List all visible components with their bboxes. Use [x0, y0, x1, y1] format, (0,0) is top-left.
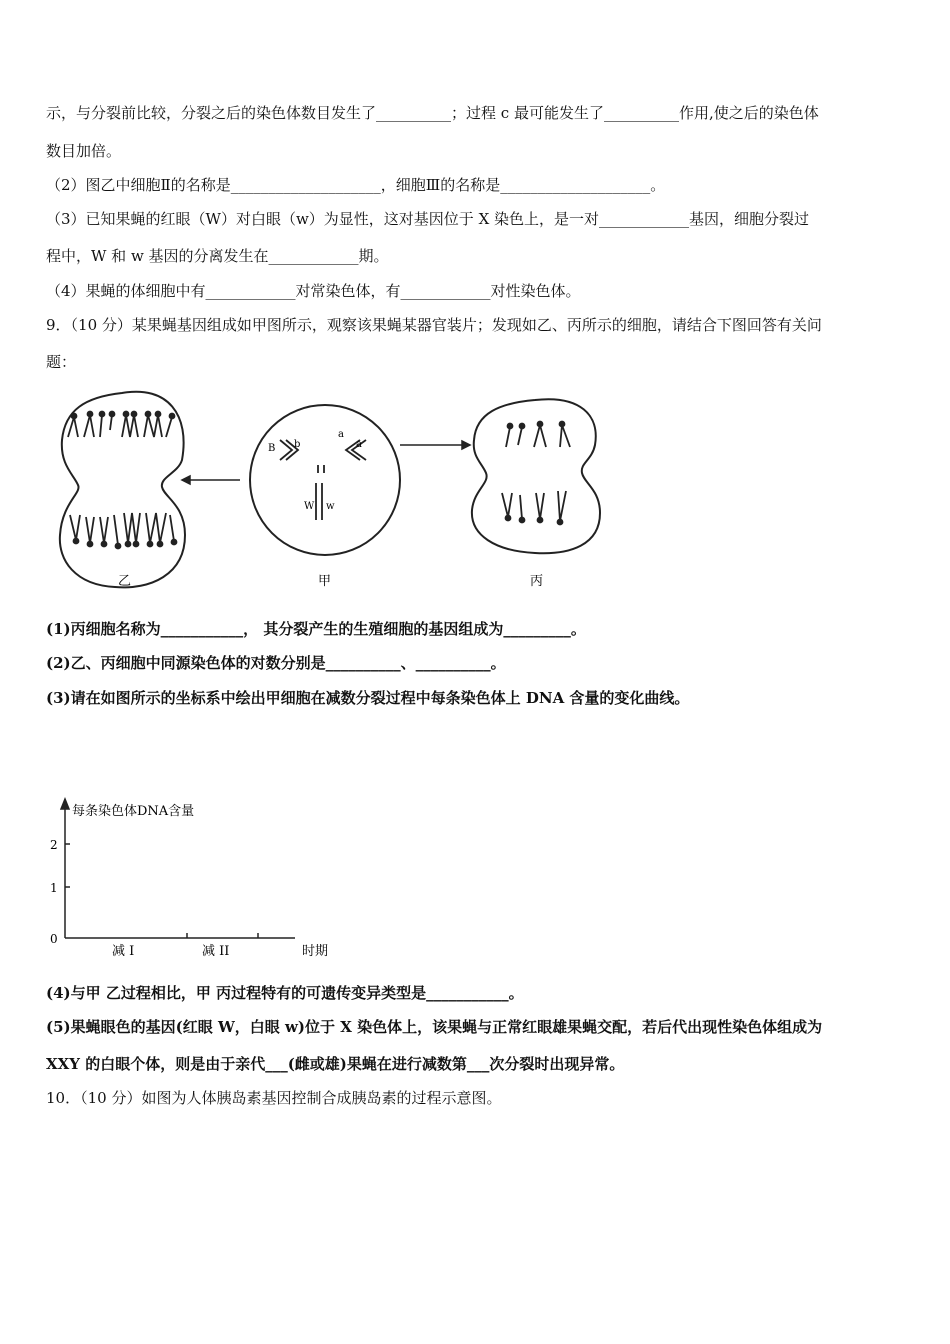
gene-B: B [268, 443, 276, 454]
y-tick-2: 2 [50, 838, 58, 852]
dna-content-chart [40, 795, 360, 960]
x-tick-label-2: 减 II [202, 944, 230, 959]
line-8: 题： [46, 353, 77, 371]
arrow-to-yi [182, 476, 240, 484]
line-3: （2）图乙中细胞Ⅱ的名称是____________________，细胞Ⅲ的名称是____________________。 [46, 176, 666, 194]
label-yi: 乙 [118, 574, 132, 589]
line-2: 数目加倍。 [46, 142, 122, 160]
sub-question-5: (5)果蝇眼色的基因(红眼 W，白眼 w)位于 X 染色体上，该果蝇与正常红眼雄果蝇交配，若后代出现性染色体组成为 [46, 1018, 823, 1036]
gene-a2: a [356, 439, 362, 450]
label-bing: 丙 [530, 574, 544, 589]
cell-jia [250, 405, 400, 555]
y-tick-0: 0 [50, 932, 58, 946]
sub-question-5-cont: XXY 的白眼个体，则是由于亲代___(雌或雄)果蝇在进行减数第___次分裂时出现异常。 [46, 1055, 625, 1073]
line-6: （4）果蝇的体细胞中有____________对常染色体，有____________对性染色体。 [46, 282, 581, 300]
line-1: 示，与分裂前比较，分裂之后的染色体数目发生了__________；过程 c 最可能发生了__________作用,使之后的染色体 [46, 104, 819, 122]
line-4: （3）已知果蝇的红眼（W）对白眼（w）为显性，这对基因位于 X 染色上，是一对____________基因，细胞分裂过 [46, 210, 810, 228]
question-10: 10．（10 分）如图为人体胰岛素基因控制合成胰岛素的过程示意图。 [46, 1089, 502, 1107]
sub-question-1: (1)丙细胞名称为___________， 其分裂产生的生殖细胞的基因组成为_________。 [46, 620, 586, 638]
sub-question-4: (4)与甲 乙过程相比，甲 丙过程特有的可遗传变异类型是___________。 [46, 984, 524, 1002]
y-tick-1: 1 [50, 881, 58, 895]
line-5: 程中，W 和 w 基因的分离发生在____________期。 [46, 247, 389, 265]
x-tick-label-1: 减 I [112, 944, 135, 959]
label-jia: 甲 [318, 574, 332, 589]
cell-yi [60, 392, 185, 588]
y-axis-arrow [61, 799, 69, 809]
arrow-to-bing [400, 441, 470, 449]
gene-b: b [294, 439, 301, 450]
y-axis-label: 每条染色体DNA含量 [72, 804, 195, 819]
x-axis-label: 时期 [302, 944, 329, 959]
question-9: 9．（10 分）某果蝇基因组成如甲图所示，观察该果蝇某器官装片；发现如乙、丙所示的细胞，请结合下图回答有关问 [46, 316, 822, 334]
sub-question-2: (2)乙、丙细胞中同源染色体的对数分别是__________、__________。 [46, 654, 506, 672]
gene-W: W [304, 501, 315, 512]
sub-question-3: (3)请在如图所示的坐标系中绘出甲细胞在减数分裂过程中每条染色体上 DNA 含量的变化曲线。 [46, 689, 690, 707]
gene-w: w [326, 501, 335, 512]
cell-bing [472, 399, 600, 553]
gene-a1: a [338, 429, 344, 440]
cell-division-figure [40, 385, 680, 600]
